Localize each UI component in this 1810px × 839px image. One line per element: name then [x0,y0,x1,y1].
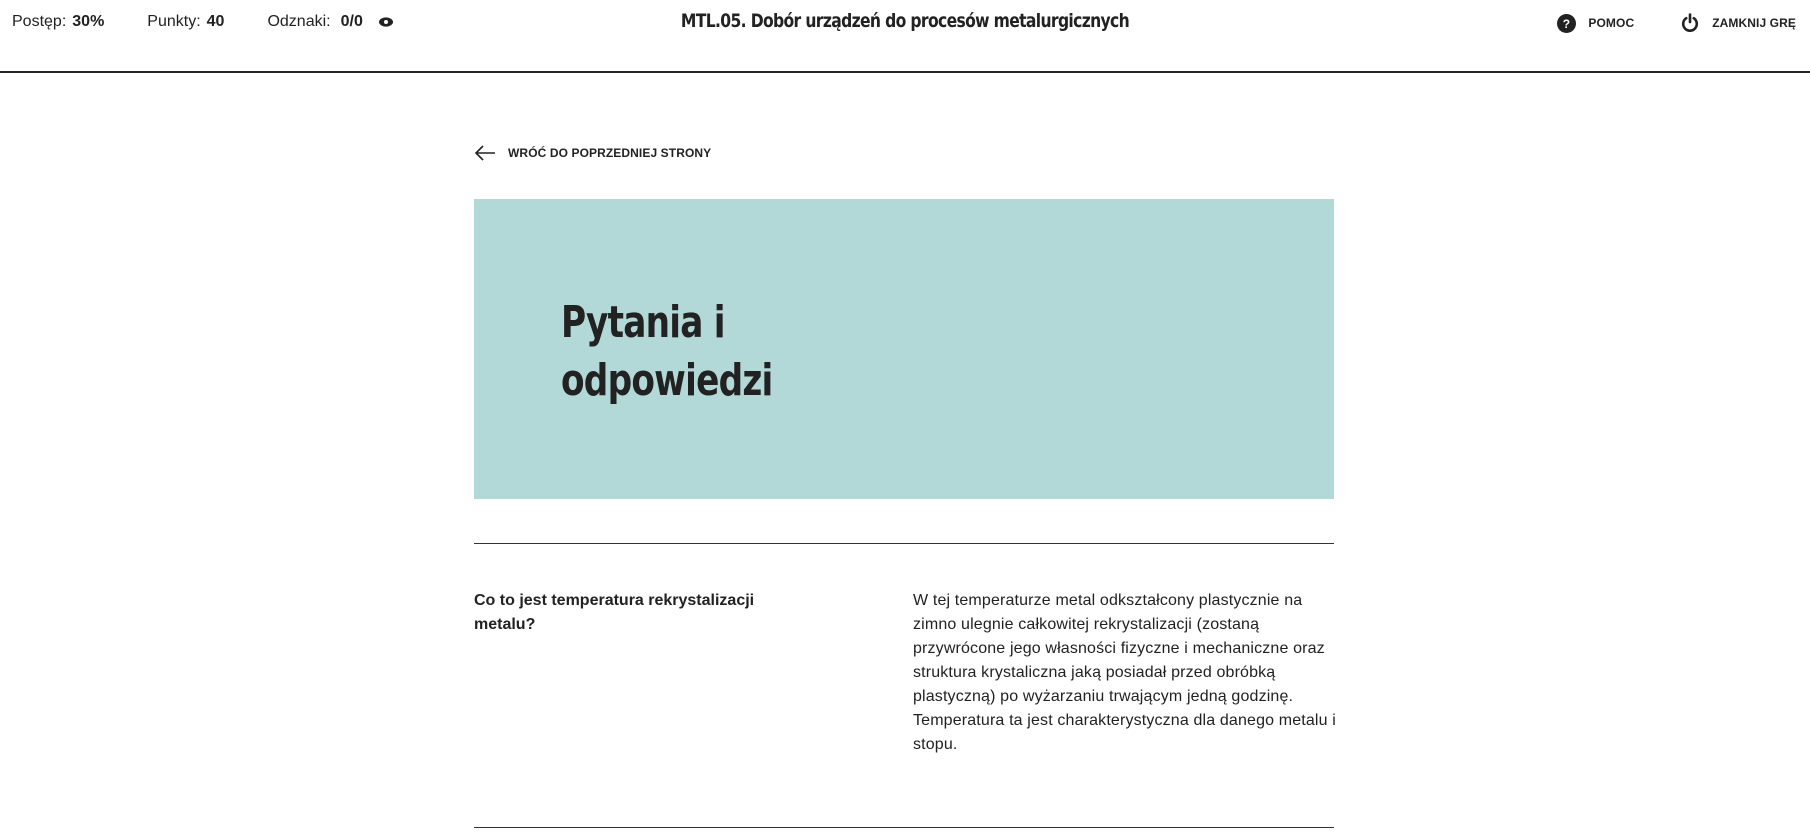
badges-label: Odznaki: [267,13,331,30]
top-bar [0,0,1810,73]
arrow-left-icon [474,145,496,161]
header-actions [1556,13,1796,33]
back-link-label: WRÓĆ DO POPRZEDNIEJ STRONY [508,146,712,160]
app-title: MTL.05. Dobór urządzeń do procesów metalurgicznych [680,10,1130,32]
svg-text:?: ? [1562,16,1571,31]
page-title-line-2: odpowiedzi [561,355,773,406]
answer-text: W tej temperaturze metal odkształcony plastycznie na zimno ulegnie całkowitej rekrystalizacji (zostaną przywrócone jego własności fizyczne i mechaniczne oraz struktura krystaliczna jaką posiadał przed obróbką plastyczną) po wyżarzaniu trwającym jedną godzinę. Temperatura ta jest charakterystyczna dla danego metalu i stopu. [913,592,1336,753]
section-banner [474,199,1334,499]
points-label: Punkty: [147,13,201,30]
badges-value: 0/0 [340,13,363,30]
back-link[interactable] [474,145,711,161]
progress-label: Postęp: [12,13,67,30]
power-icon [1680,13,1700,33]
question-circle-icon [1556,13,1576,33]
question-text: Co to jest temperatura rekrystalizacji metalu? [474,592,755,633]
close-game-button[interactable] [1680,13,1796,33]
close-game-label: ZAMKNIJ GRĘ [1712,16,1796,30]
help-button[interactable] [1556,13,1634,33]
points-value: 40 [206,13,225,30]
page-title-line-1: Pytania i [561,297,725,348]
divider [474,543,1334,544]
help-label: POMOC [1588,16,1635,30]
progress-value: 30% [72,13,105,30]
progress-stat [12,13,104,31]
divider [474,827,1334,828]
page-title [561,294,779,410]
